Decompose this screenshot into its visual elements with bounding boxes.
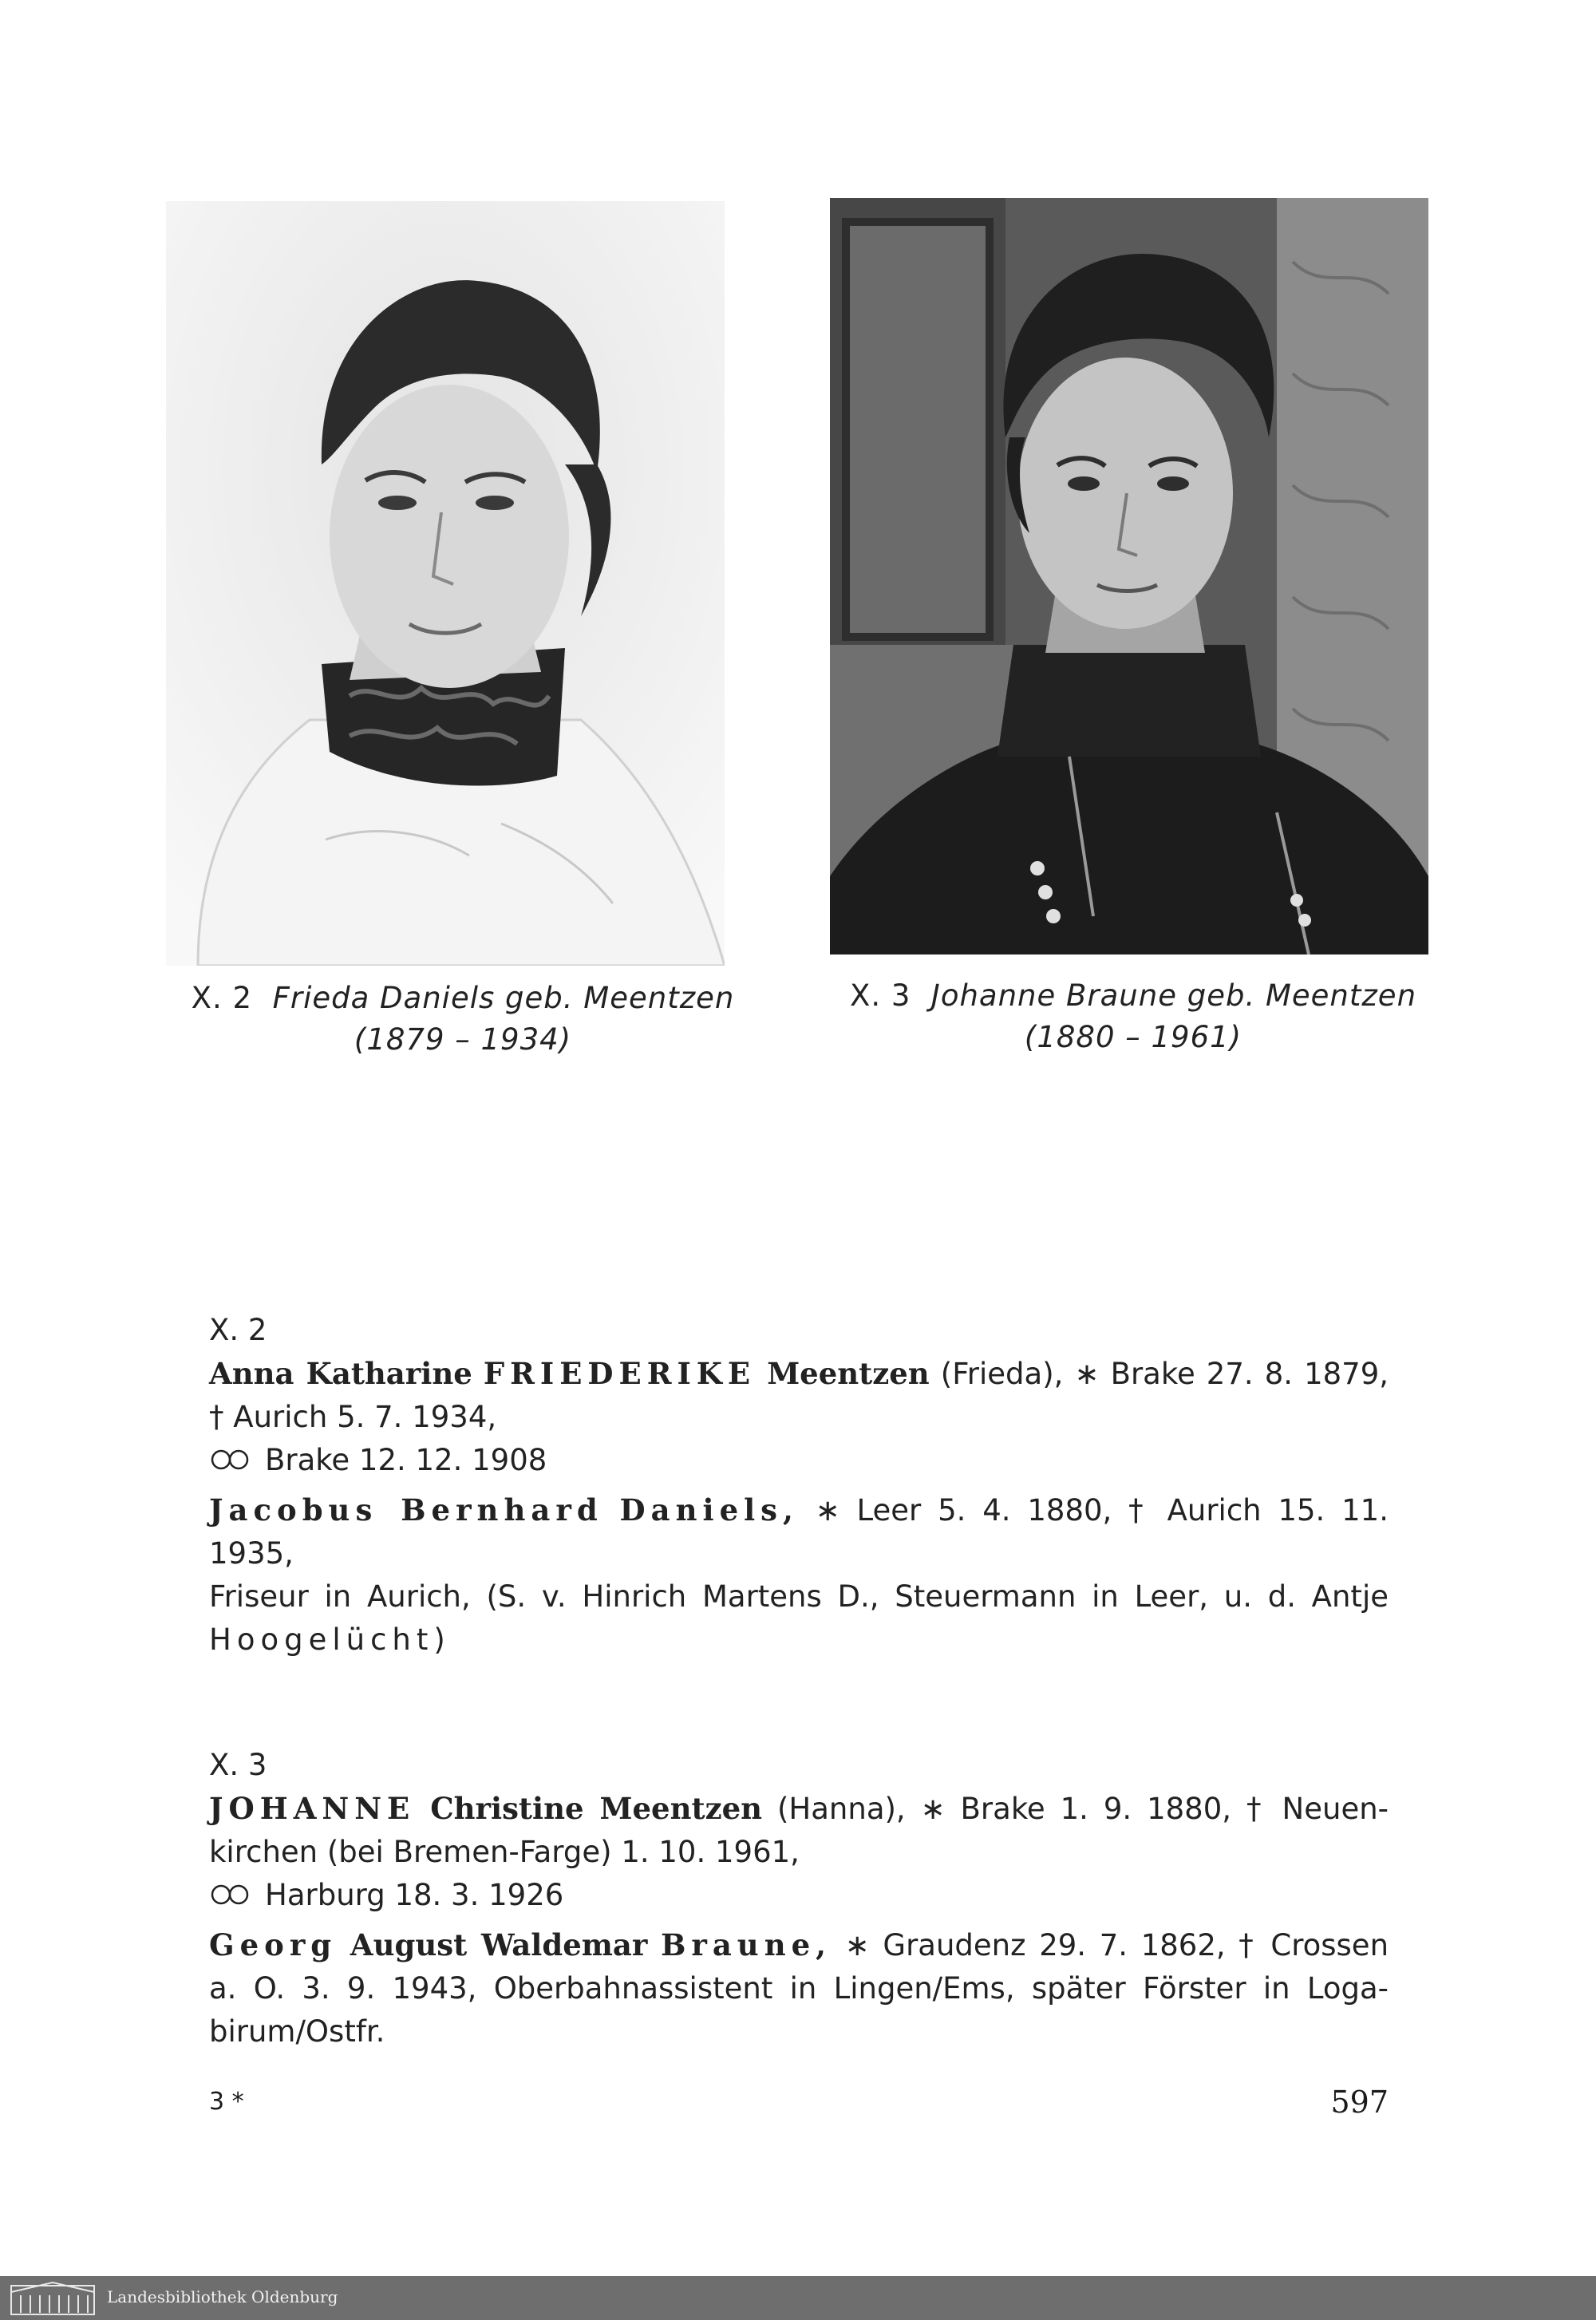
spouse-surname: Daniels, bbox=[619, 1492, 799, 1528]
person-first-names: Anna Katharine bbox=[209, 1356, 472, 1391]
portrait-frieda-daniels bbox=[166, 201, 725, 966]
spouse-details: Friseur in Aurich, (S. v. Hinrich Martens D., Steuermann in Leer, u. d. Antje bbox=[209, 1579, 1389, 1614]
person-birth: (Hanna), ∗ Brake 1. 9. 1880, † Neuen- bbox=[776, 1792, 1389, 1826]
person-birth: (Frieda), ∗ Brake 27. 8. 1879, bbox=[940, 1357, 1389, 1391]
caption-dates: (1879 – 1934) bbox=[354, 1022, 572, 1057]
person-names: Christine Meentzen bbox=[430, 1791, 763, 1826]
marriage-details: Harburg 18. 3. 1926 bbox=[265, 1878, 564, 1912]
marriage-icon bbox=[209, 1449, 251, 1470]
library-name: Landesbibliothek Oldenburg bbox=[107, 2287, 338, 2306]
marriage-icon bbox=[209, 1884, 251, 1905]
caption-name: Frieda Daniels geb. Meentzen bbox=[272, 981, 735, 1015]
caption-dates: (1880 – 1961) bbox=[1024, 1020, 1242, 1054]
spouse-first-name: Georg bbox=[209, 1927, 338, 1962]
caption-name: Johanne Braune geb. Meentzen bbox=[930, 978, 1417, 1013]
spouse-first-names: Jacobus Bernhard bbox=[209, 1492, 603, 1528]
person-call-name: FRIEDERIKE bbox=[483, 1356, 757, 1391]
signature-mark: 3 * bbox=[209, 2088, 244, 2116]
person-surname: Meentzen bbox=[767, 1356, 930, 1391]
person-death: kirchen (bei Bremen-Farge) 1. 10. 1961, bbox=[209, 1835, 800, 1869]
marriage-line bbox=[209, 1439, 1389, 1482]
genealogy-entry-x3 bbox=[209, 1744, 1389, 2053]
library-building-icon bbox=[10, 2281, 96, 2316]
genealogy-entry-x2 bbox=[209, 1309, 1389, 1662]
spouse-dates: ∗ Leer 5. 4. 1880, † Aurich 15. 11. 1935, bbox=[209, 1493, 1389, 1571]
spouse-details-end: birum/Ostfr. bbox=[209, 2014, 385, 2049]
library-footer-bar bbox=[0, 2276, 1596, 2320]
spouse-dates: ∗ Graudenz 29. 7. 1862, † Crossen bbox=[844, 1928, 1389, 1962]
caption-number: X. 2 bbox=[191, 981, 253, 1015]
marriage-details: Brake 12. 12. 1908 bbox=[265, 1443, 547, 1477]
spouse-surname: Braune, bbox=[661, 1927, 832, 1962]
spouse-middle-names: August Waldemar bbox=[350, 1927, 648, 1962]
spouse-line bbox=[209, 1488, 1389, 1575]
entry-id: X. 3 bbox=[209, 1748, 267, 1782]
caption-x2 bbox=[176, 978, 750, 1061]
caption-x3 bbox=[830, 975, 1436, 1058]
entry-person-line bbox=[209, 1352, 1389, 1396]
entry-person-line bbox=[209, 1787, 1389, 1831]
page-number: 597 bbox=[1330, 2085, 1389, 2120]
person-call-name: JOHANNE bbox=[209, 1791, 416, 1826]
spouse-line bbox=[209, 1923, 1389, 1967]
entry-id: X. 2 bbox=[209, 1313, 267, 1347]
portrait-johanne-braune bbox=[830, 198, 1428, 954]
person-death: † Aurich 5. 7. 1934, bbox=[209, 1400, 497, 1434]
spouse-details-end: Hoogelücht) bbox=[209, 1622, 451, 1657]
marriage-line bbox=[209, 1874, 1389, 1917]
caption-number: X. 3 bbox=[849, 978, 911, 1013]
spouse-details: a. O. 3. 9. 1943, Oberbahnassistent in Lingen/Ems, später Förster in Loga- bbox=[209, 1971, 1389, 2006]
